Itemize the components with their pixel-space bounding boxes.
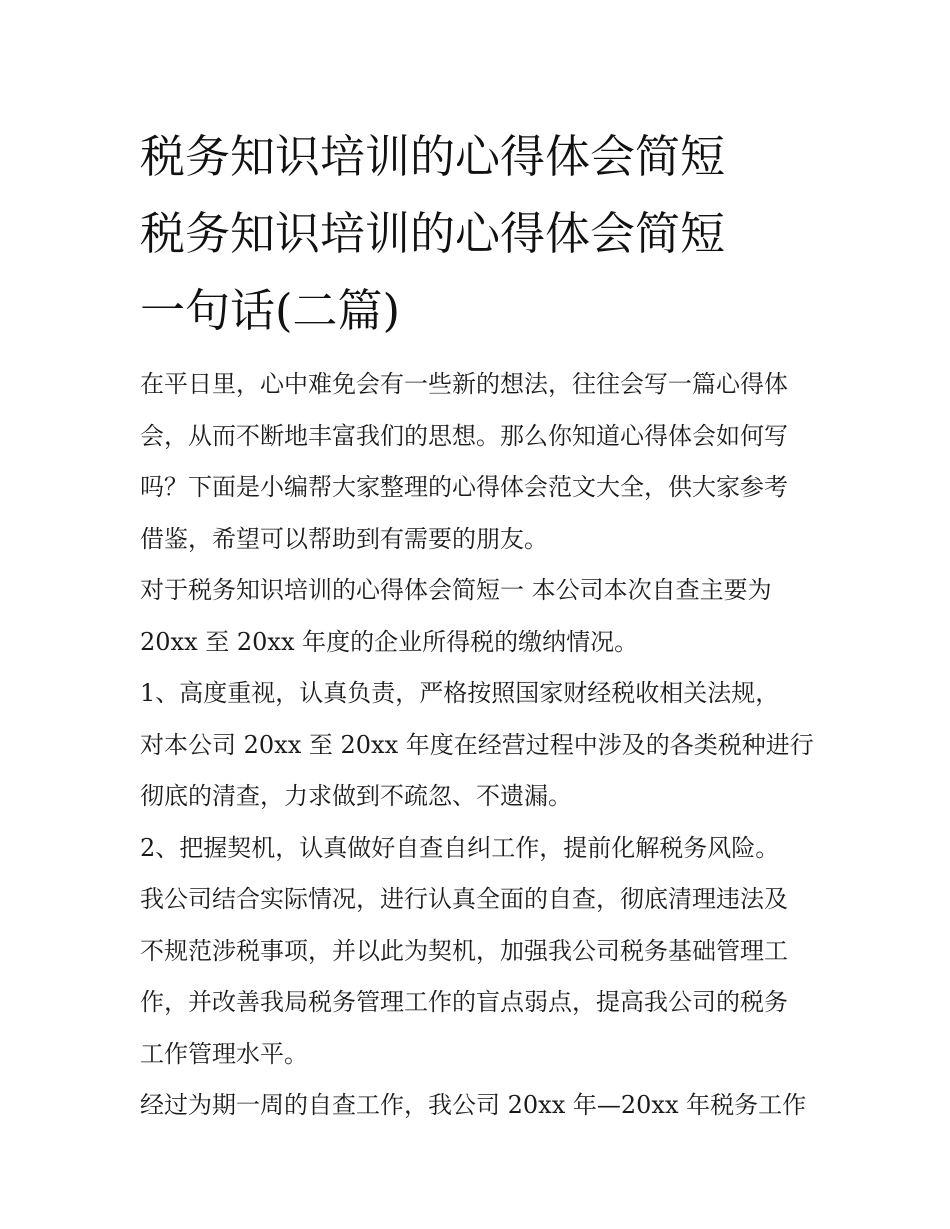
paragraph-intro bbox=[140, 359, 820, 565]
paragraph-conclusion bbox=[140, 1080, 820, 1132]
title-line: 税务知识培训的心得体会简短 bbox=[140, 130, 726, 183]
paragraph-line: 在平日里，心中难免会有一些新的想法，往往会写一篇心得体 bbox=[140, 370, 788, 398]
paragraph-line: 20xx 至 20xx 年度的企业所得税的缴纳情况。 bbox=[140, 627, 639, 656]
paragraph-line: 彻底的清查，力求做到不疏忽、不遗漏。 bbox=[140, 782, 572, 810]
paragraph-line: 作，并改善我局税务管理工作的盲点弱点，提高我公司的税务 bbox=[140, 988, 788, 1016]
paragraph-section-one bbox=[140, 565, 820, 668]
document-title bbox=[140, 118, 820, 349]
paragraph-line: 不规范涉税事项，并以此为契机，加强我公司税务基础管理工 bbox=[140, 936, 788, 965]
title-line: 一句话(二篇) bbox=[140, 284, 401, 337]
paragraph-line: 2、把握契机，认真做好自查自纠工作，提前化解税务风险。 bbox=[140, 833, 780, 862]
document-body bbox=[140, 359, 820, 1132]
paragraph-line: 我公司结合实际情况，进行认真全面的自查，彻底清理违法及 bbox=[140, 885, 788, 913]
paragraph-line: 对本公司 20xx 至 20xx 年度在经营过程中涉及的各类税种进行 bbox=[140, 730, 814, 759]
document-content bbox=[140, 118, 820, 1132]
paragraph-line: 借鉴，希望可以帮助到有需要的朋友。 bbox=[140, 524, 548, 553]
paragraph-line: 对于税务知识培训的心得体会简短一 本公司本次自查主要为 bbox=[140, 576, 772, 604]
paragraph-line: 工作管理水平。 bbox=[140, 1039, 308, 1068]
paragraph-line: 经过为期一周的自查工作，我公司 20xx 年—20xx 年税务工作 bbox=[140, 1091, 807, 1119]
paragraph-line: 会，从而不断地丰富我们的思想。那么你知道心得体会如何写 bbox=[140, 421, 788, 450]
paragraph-line: 吗？下面是小编帮大家整理的心得体会范文大全，供大家参考 bbox=[140, 473, 788, 501]
paragraph-point-2 bbox=[140, 823, 820, 1081]
title-line: 税务知识培训的心得体会简短 bbox=[140, 207, 726, 260]
paragraph-line: 1、高度重视，认真负责，严格按照国家财经税收相关法规， bbox=[140, 679, 780, 707]
paragraph-point-1 bbox=[140, 668, 820, 823]
